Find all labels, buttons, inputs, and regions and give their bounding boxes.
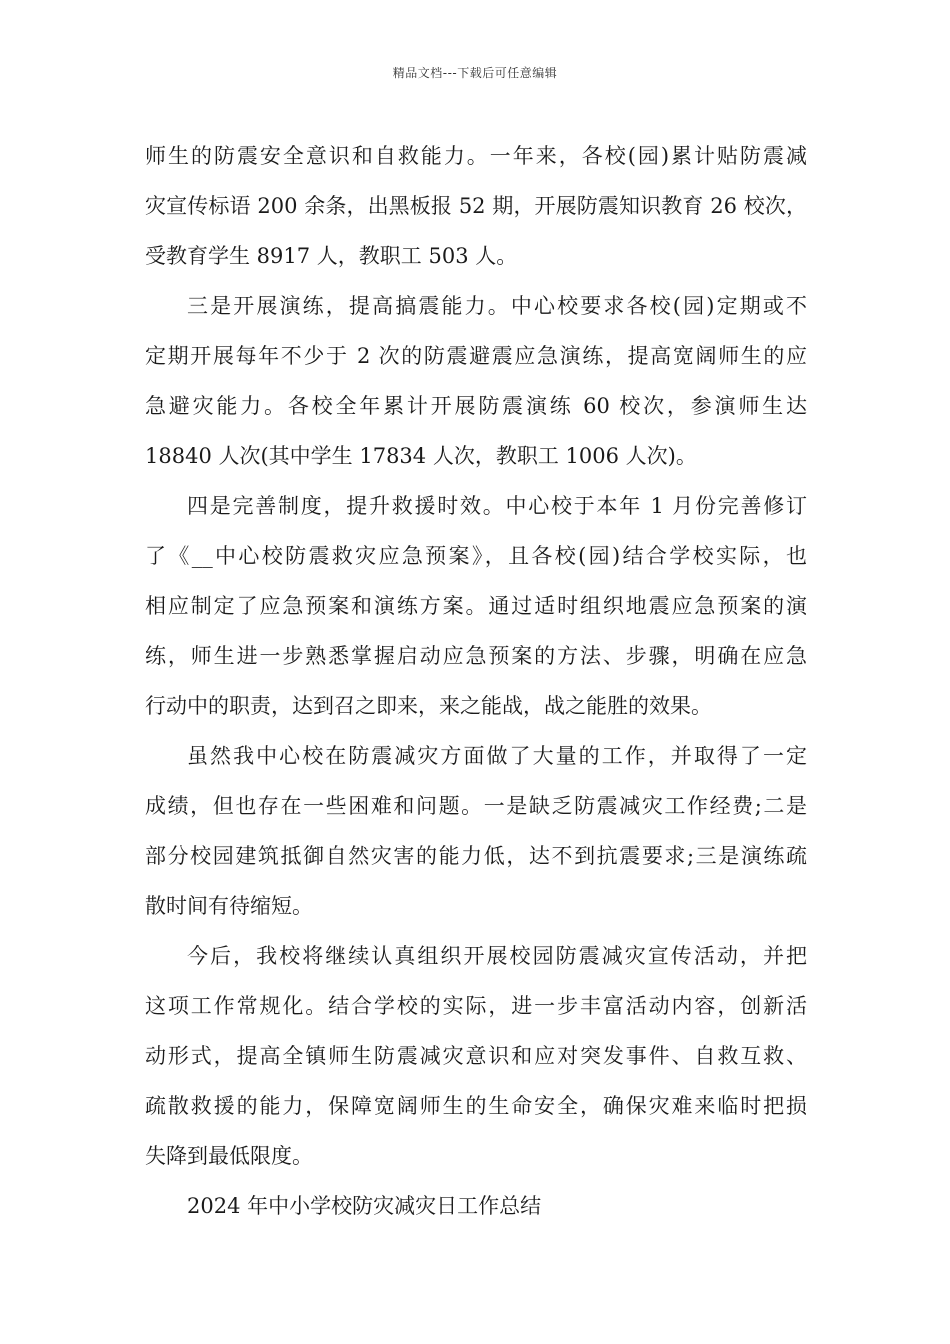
text-line: 部分校园建筑抵御自然灾害的能力低，达不到抗震要求;三是演练疏 <box>145 844 807 868</box>
text-line: 了《__中心校防震救灾应急预案》，且各校(园)结合学校实际，也 <box>145 544 807 568</box>
text-line: 灾宣传标语 200 余条，出黑板报 52 期，开展防震知识教育 26 校次， <box>145 194 807 218</box>
text-line: 疏散救援的能力，保障宽阔师生的生命安全，确保灾难来临时把损 <box>145 1094 807 1118</box>
paragraph-first-line: 四是完善制度，提升救援时效。中心校于本年 1 月份完善修订 <box>187 494 807 518</box>
text-line: 成绩，但也存在一些困难和问题。一是缺乏防震减灾工作经费;二是 <box>145 794 807 818</box>
text-line: 相应制定了应急预案和演练方案。通过适时组织地震应急预案的演 <box>145 594 807 618</box>
page-header: 精品文档---下载后可任意编辑 <box>392 66 558 80</box>
section-title: 2024 年中小学校防灾减灾日工作总结 <box>187 1194 542 1218</box>
text-line: 急避灾能力。各校全年累计开展防震演练 60 校次，参演师生达 <box>145 394 807 418</box>
text-line: 这项工作常规化。结合学校的实际，进一步丰富活动内容，创新活 <box>145 994 807 1018</box>
paragraph-first-line: 虽然我中心校在防震减灾方面做了大量的工作，并取得了一定 <box>187 744 807 768</box>
text-line: 散时间有待缩短。 <box>145 894 313 918</box>
text-line: 练，师生进一步熟悉掌握启动应急预案的方法、步骤，明确在应急 <box>145 644 807 668</box>
text-line: 18840 人次(其中学生 17834 人次，教职工 1006 人次)。 <box>145 444 697 468</box>
text-line: 失降到最低限度。 <box>145 1144 313 1168</box>
text-line: 师生的防震安全意识和自救能力。一年来，各校(园)累计贴防震减 <box>145 144 807 168</box>
paragraph-first-line: 三是开展演练，提高搞震能力。中心校要求各校(园)定期或不 <box>187 294 807 318</box>
document-body <box>145 131 807 1231</box>
text-line: 受教育学生 8917 人，教职工 503 人。 <box>145 244 518 268</box>
text-line: 行动中的职责，达到召之即来，来之能战，战之能胜的效果。 <box>145 694 712 718</box>
text-line: 定期开展每年不少于 2 次的防震避震应急演练，提高宽阔师生的应 <box>145 344 807 368</box>
text-line: 动形式，提高全镇师生防震减灾意识和应对突发事件、自救互救、 <box>145 1044 807 1068</box>
paragraph-first-line: 今后，我校将继续认真组织开展校园防震减灾宣传活动，并把 <box>187 944 807 968</box>
